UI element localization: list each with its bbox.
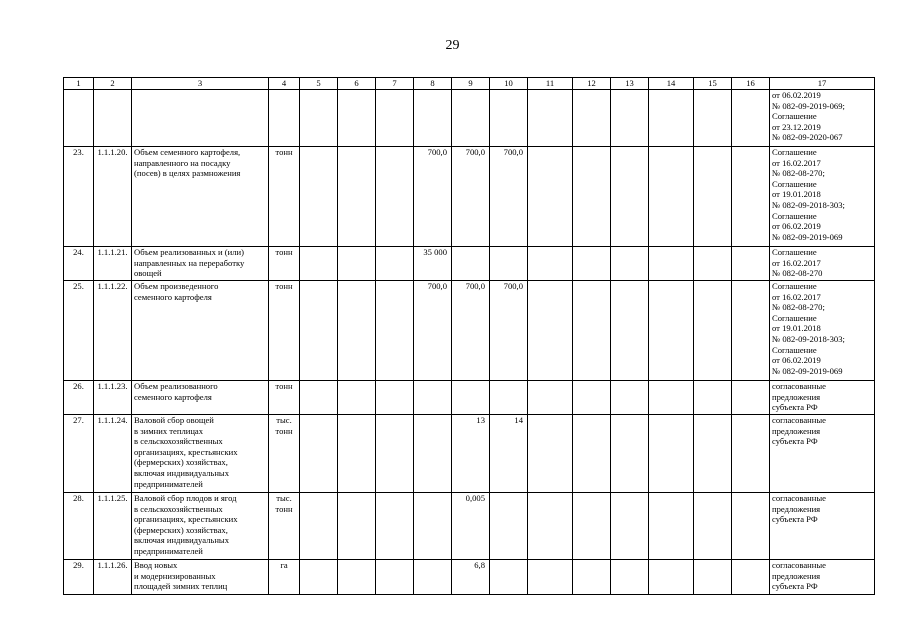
value-col-8: 700,0 — [414, 281, 452, 381]
empty-cell — [573, 147, 611, 247]
unit-of-measure: тонн — [269, 147, 300, 247]
column-number: 9 — [452, 78, 490, 90]
empty-cell — [338, 560, 376, 595]
empty-cell — [300, 493, 338, 560]
unit-of-measure: тонн — [269, 247, 300, 281]
row-number: 25. — [64, 281, 94, 381]
source-document: от 06.02.2019 № 082-09-2019-069; Соглашение от 23.12.2019 № 082-09-2020-067 — [770, 90, 875, 147]
empty-cell — [611, 493, 649, 560]
empty-cell — [300, 147, 338, 247]
empty-cell — [611, 415, 649, 493]
value-col-9 — [452, 381, 490, 415]
column-number: 2 — [94, 78, 132, 90]
empty-cell — [338, 247, 376, 281]
empty-cell — [528, 90, 573, 147]
empty-cell — [528, 147, 573, 247]
value-col-10 — [490, 381, 528, 415]
source-document: Соглашение от 16.02.2017 № 082-08-270 — [770, 247, 875, 281]
source-document: согласованные предложения субъекта РФ — [770, 560, 875, 595]
column-number: 12 — [573, 78, 611, 90]
column-number: 11 — [528, 78, 573, 90]
row-number — [64, 90, 94, 147]
table-row — [64, 90, 875, 147]
empty-cell — [376, 493, 414, 560]
table-body — [64, 90, 875, 595]
unit-of-measure: тонн — [269, 281, 300, 381]
indicator-code: 1.1.1.21. — [94, 247, 132, 281]
empty-cell — [573, 493, 611, 560]
indicator-code: 1.1.1.23. — [94, 381, 132, 415]
page-number: 29 — [445, 38, 460, 53]
empty-cell — [338, 281, 376, 381]
empty-cell — [694, 90, 732, 147]
source-document: Соглашение от 16.02.2017 № 082-08-270; Соглашение от 19.01.2018 № 082-09-2018-303; Соглашение от 06.02.2019 № 082-09-2019-069 — [770, 281, 875, 381]
empty-cell — [573, 415, 611, 493]
row-number: 23. — [64, 147, 94, 247]
row-number: 24. — [64, 247, 94, 281]
empty-cell — [376, 415, 414, 493]
empty-cell — [300, 90, 338, 147]
empty-cell — [694, 493, 732, 560]
empty-cell — [573, 381, 611, 415]
empty-cell — [376, 247, 414, 281]
table-row — [64, 281, 875, 381]
unit-of-measure: тонн — [269, 381, 300, 415]
empty-cell — [732, 415, 770, 493]
indicator-name: Валовой сбор плодов и ягод в сельскохозяйственных организациях, крестьянских (фермерских) хозяйствах, включая индивидуальных предпринимателей — [132, 493, 269, 560]
indicator-name: Ввод новых и модернизированных площадей зимних теплиц — [132, 560, 269, 595]
column-number: 5 — [300, 78, 338, 90]
source-document: согласованные предложения субъекта РФ — [770, 415, 875, 493]
empty-cell — [649, 560, 694, 595]
empty-cell — [528, 247, 573, 281]
unit-of-measure — [269, 90, 300, 147]
empty-cell — [528, 415, 573, 493]
column-number: 14 — [649, 78, 694, 90]
empty-cell — [611, 381, 649, 415]
empty-cell — [338, 493, 376, 560]
column-number-row — [64, 78, 875, 90]
row-number: 27. — [64, 415, 94, 493]
column-number: 17 — [770, 78, 875, 90]
indicator-code: 1.1.1.22. — [94, 281, 132, 381]
unit-of-measure: тыс. тонн — [269, 493, 300, 560]
indicator-code: 1.1.1.20. — [94, 147, 132, 247]
table-row — [64, 415, 875, 493]
row-number: 26. — [64, 381, 94, 415]
empty-cell — [611, 281, 649, 381]
value-col-8: 700,0 — [414, 147, 452, 247]
value-col-8: 35 000 — [414, 247, 452, 281]
empty-cell — [732, 147, 770, 247]
source-document: согласованные предложения субъекта РФ — [770, 493, 875, 560]
indicator-code: 1.1.1.26. — [94, 560, 132, 595]
unit-of-measure: га — [269, 560, 300, 595]
unit-of-measure: тыс. тонн — [269, 415, 300, 493]
empty-cell — [528, 493, 573, 560]
empty-cell — [611, 560, 649, 595]
value-col-8 — [414, 493, 452, 560]
empty-cell — [694, 560, 732, 595]
indicator-name — [132, 90, 269, 147]
value-col-9: 6,8 — [452, 560, 490, 595]
table-row — [64, 560, 875, 595]
value-col-9: 13 — [452, 415, 490, 493]
empty-cell — [694, 281, 732, 381]
value-col-10 — [490, 560, 528, 595]
empty-cell — [649, 147, 694, 247]
empty-cell — [376, 90, 414, 147]
empty-cell — [694, 247, 732, 281]
empty-cell — [573, 90, 611, 147]
source-document: Соглашение от 16.02.2017 № 082-08-270; Соглашение от 19.01.2018 № 082-09-2018-303; Соглашение от 06.02.2019 № 082-09-2019-069 — [770, 147, 875, 247]
empty-cell — [338, 90, 376, 147]
empty-cell — [611, 247, 649, 281]
empty-cell — [338, 147, 376, 247]
table-row — [64, 381, 875, 415]
empty-cell — [694, 381, 732, 415]
indicator-name: Объем семенного картофеля, направленного на посадку (посев) в целях размножения — [132, 147, 269, 247]
empty-cell — [528, 560, 573, 595]
empty-cell — [694, 147, 732, 247]
empty-cell — [338, 381, 376, 415]
column-number: 8 — [414, 78, 452, 90]
indicator-name: Объем реализованного семенного картофеля — [132, 381, 269, 415]
empty-cell — [694, 415, 732, 493]
empty-cell — [649, 493, 694, 560]
empty-cell — [376, 560, 414, 595]
column-number: 1 — [64, 78, 94, 90]
source-document: согласованные предложения субъекта РФ — [770, 381, 875, 415]
table-header — [64, 78, 875, 90]
indicator-code: 1.1.1.25. — [94, 493, 132, 560]
empty-cell — [528, 381, 573, 415]
value-col-9 — [452, 247, 490, 281]
empty-cell — [300, 281, 338, 381]
column-number: 7 — [376, 78, 414, 90]
empty-cell — [732, 247, 770, 281]
empty-cell — [300, 560, 338, 595]
indicator-name: Объем произведенного семенного картофеля — [132, 281, 269, 381]
value-col-8 — [414, 415, 452, 493]
column-number: 13 — [611, 78, 649, 90]
row-number: 29. — [64, 560, 94, 595]
empty-cell — [528, 281, 573, 381]
empty-cell — [376, 147, 414, 247]
value-col-9: 700,0 — [452, 147, 490, 247]
value-col-9: 0,005 — [452, 493, 490, 560]
column-number: 16 — [732, 78, 770, 90]
empty-cell — [649, 281, 694, 381]
empty-cell — [732, 560, 770, 595]
value-col-9 — [452, 90, 490, 147]
value-col-10 — [490, 90, 528, 147]
empty-cell — [300, 247, 338, 281]
indicators-table — [63, 77, 875, 595]
table-row — [64, 247, 875, 281]
column-number: 4 — [269, 78, 300, 90]
empty-cell — [376, 381, 414, 415]
empty-cell — [732, 281, 770, 381]
indicator-code: 1.1.1.24. — [94, 415, 132, 493]
empty-cell — [300, 381, 338, 415]
value-col-10: 700,0 — [490, 281, 528, 381]
indicator-name: Объем реализованных и (или) направленных на переработку овощей — [132, 247, 269, 281]
value-col-10: 14 — [490, 415, 528, 493]
empty-cell — [649, 415, 694, 493]
table-row — [64, 147, 875, 247]
value-col-10 — [490, 247, 528, 281]
empty-cell — [649, 381, 694, 415]
column-number: 10 — [490, 78, 528, 90]
empty-cell — [732, 90, 770, 147]
value-col-10 — [490, 493, 528, 560]
value-col-9: 700,0 — [452, 281, 490, 381]
empty-cell — [732, 493, 770, 560]
empty-cell — [649, 247, 694, 281]
row-number: 28. — [64, 493, 94, 560]
column-number: 15 — [694, 78, 732, 90]
empty-cell — [611, 147, 649, 247]
value-col-8 — [414, 560, 452, 595]
value-col-10: 700,0 — [490, 147, 528, 247]
empty-cell — [573, 560, 611, 595]
empty-cell — [338, 415, 376, 493]
indicator-name: Валовой сбор овощей в зимних теплицах в сельскохозяйственных организациях, крестьянских (фермерских) хозяйствах, включая индивидуальных предпринимателей — [132, 415, 269, 493]
column-number: 3 — [132, 78, 269, 90]
empty-cell — [649, 90, 694, 147]
empty-cell — [300, 415, 338, 493]
indicator-code — [94, 90, 132, 147]
empty-cell — [573, 247, 611, 281]
empty-cell — [732, 381, 770, 415]
table-row — [64, 493, 875, 560]
value-col-8 — [414, 381, 452, 415]
column-number: 6 — [338, 78, 376, 90]
empty-cell — [611, 90, 649, 147]
empty-cell — [376, 281, 414, 381]
value-col-8 — [414, 90, 452, 147]
empty-cell — [573, 281, 611, 381]
